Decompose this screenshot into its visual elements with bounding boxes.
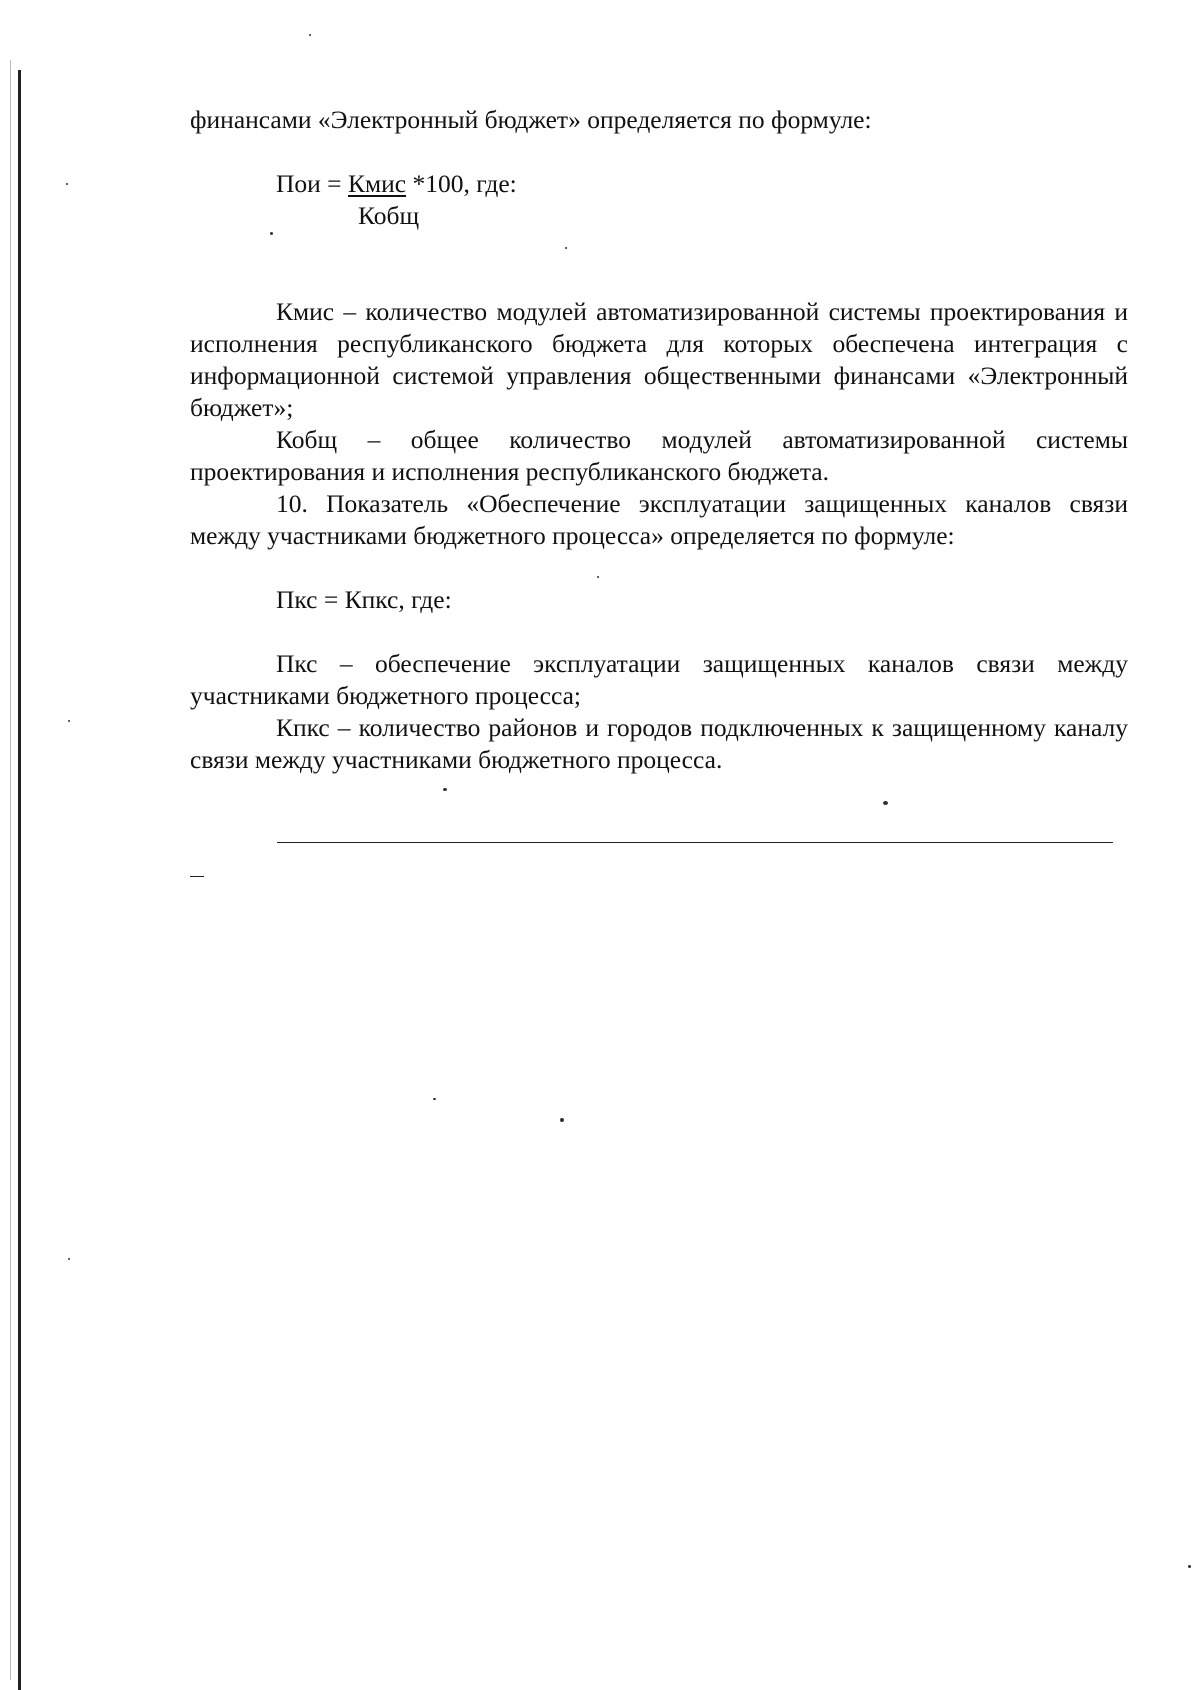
formula-poi xyxy=(276,168,1128,232)
formula-pks-line: Пкс = Кпкс, где: xyxy=(276,585,452,614)
scan-speck xyxy=(565,247,567,249)
scan-speck xyxy=(597,576,599,578)
scan-speck xyxy=(433,1098,436,1100)
definition-kobsh: Кобщ – общее количество модулей автоматизированной системы проектирования и исполнения республиканского бюджета. xyxy=(190,425,1128,486)
scan-speck xyxy=(66,183,68,185)
item-10: 10. Показатель «Обеспечение эксплуатации защищенных каналов связи между участниками бюджетного процесса» определяется по формуле: xyxy=(190,489,1128,550)
formula-poi-numerator: Кмис xyxy=(347,169,407,198)
scan-speck xyxy=(68,720,70,722)
scan-speck xyxy=(270,232,273,235)
separator-rule xyxy=(277,842,1113,843)
intro-line: финансами «Электронный бюджет» определяется по формуле: xyxy=(190,105,872,134)
scan-speck xyxy=(883,801,888,805)
scan-speck xyxy=(443,788,447,791)
short-dash-mark xyxy=(190,876,204,877)
scan-edge-shadow xyxy=(10,60,11,1680)
formula-poi-line xyxy=(276,168,1128,200)
scan-speck xyxy=(1188,1565,1191,1568)
scan-speck xyxy=(309,34,311,36)
definition-kpks: Кпкс – количество районов и городов подключенных к защищенному каналу связи между участниками бюджетного процесса. xyxy=(190,713,1128,774)
formula-pks xyxy=(276,584,1128,616)
scan-speck xyxy=(560,1118,564,1122)
formula-poi-denominator: Кобщ xyxy=(358,201,420,230)
formula-poi-rhs: *100, где: xyxy=(406,169,517,198)
scan-speck xyxy=(68,1258,70,1260)
definition-kmis: Кмис – количество модулей автоматизированной системы проектирования и исполнения республиканского бюджета для которых обеспечена интеграция с информационной системой управления общественными финансами «Электронный бюджет»; xyxy=(190,297,1128,422)
spacer xyxy=(190,264,1128,296)
formula-poi-lhs: Пои = xyxy=(276,169,348,198)
scan-edge xyxy=(18,70,21,1690)
document-body xyxy=(190,104,1128,776)
definition-pks: Пкс – обеспечение эксплуатации защищенных каналов связи между участниками бюджетного процесса; xyxy=(190,649,1128,710)
